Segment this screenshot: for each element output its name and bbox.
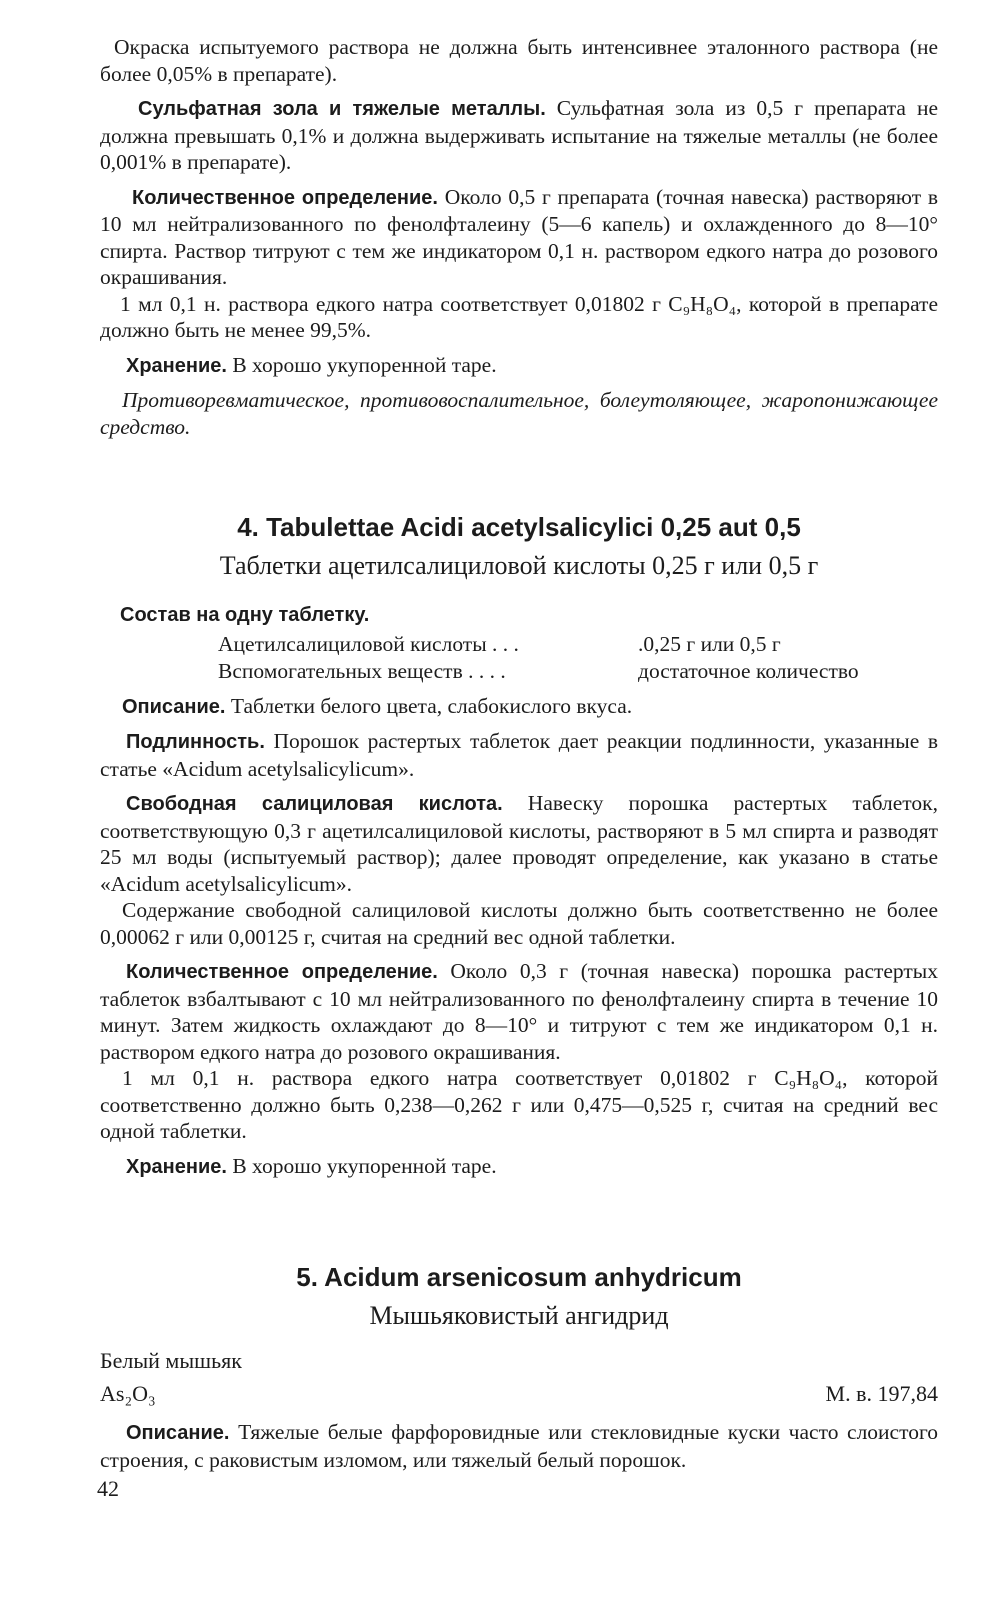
tablet-storage-text: В хорошо укупоренной таре. (232, 1153, 497, 1178)
molecular-weight: М. в. 197,84 (825, 1380, 938, 1406)
color-test-paragraph: Окраска испытуемого раствора не должна быть интенсивнее эталонного раствора (не более 0,05% в препарате). (100, 35, 938, 86)
assay-heading: Количественное определение. (132, 186, 438, 209)
sulfate-ash-text: Сульфатная зола из 0,5 г препарата не должна превышать 0,1% и должна выдерживать испытание на тяжелые металлы (не более 0,001% в препарате). (100, 96, 939, 174)
tablet-assay-equivalent-paragraph: 1 мл 0,1 н. раствора едкого натра соответствует 0,01802 г C₉H₈O₄, которой соответственно должно быть 0,238—0,262 г или 0,475—0,525 г, считая на средний вес одной таблетки. (100, 1066, 938, 1143)
assay-equivalent-paragraph: 1 мл 0,1 н. раствора едкого натра соответствует 0,01802 г C₉H₈O₄, которой в препарате должно быть не менее 99,5%. (100, 291, 938, 342)
section-5-title: 5. Acidum arsenicosum anhydricum (296, 1262, 742, 1292)
storage-text: В хорошо укупоренной таре. (232, 352, 497, 377)
composition-row (218, 658, 938, 685)
assay-paragraph (100, 184, 938, 291)
composition-name: Вспомогательных веществ . . . . (218, 658, 506, 683)
tablet-assay-text: Около 0,3 г (точная навеска) порошка растертых таблеток взбалтывают с 10 мл нейтрализованного по фенолфталеину спирта в течение 10 минут. Затем жидкость охлаждают до 8—10° и титруют с тем же индикатором 0,1 н. раствором едкого натра до розового окрашивания. (100, 959, 938, 1064)
sulfate-ash-paragraph (100, 95, 938, 176)
composition-label: Состав на одну таблетку. (120, 604, 370, 626)
composition-name: Ацетилсалициловой кислоты . . . (218, 631, 519, 656)
tablet-description-paragraph (100, 693, 938, 721)
storage-paragraph (100, 352, 938, 380)
pharmacological-use: Противоревматическое, противовоспалительное, болеутоляющее, жаропонижающее средство. (100, 388, 938, 439)
identity-text: Порошок растертых таблеток дает реакции подлинности, указанные в статье «Acidum acetylsalicylicum». (100, 729, 939, 781)
identity-heading: Подлинность. (126, 731, 265, 753)
chemical-formula: As₂O₃ (100, 1380, 156, 1406)
synonym: Белый мышьяк (100, 1348, 242, 1373)
free-acid-text: Навеску порошка растертых таблеток, соответствующую 0,3 г ацетилсалициловой кислоты, растворяют в 5 мл спирта и разводят 25 мл воды (испытуемый раствор); далее проводят определение, как указано в статье «Acidum acetylsalicylicum». (100, 791, 938, 896)
tablet-description-heading: Описание. (122, 695, 226, 718)
composition-value: .0,25 г или 0,5 г (638, 631, 781, 656)
composition-value: достаточное количество (638, 658, 859, 683)
tablet-assay-heading: Количественное определение. (126, 961, 438, 983)
assay-text: Около 0,5 г препарата (точная навеска) растворяют в 10 мл нейтрализованного по фенолфталеину (5—6 капель) и охлажденного до 8—10° спирта. Раствор титруют с тем же индикатором 0,1 н. раствором едкого натра до розового окрашивания. (100, 184, 939, 289)
arsenic-description-text: Тяжелые белые фарфоровидные или стекловидные куски часто слоистого строения, с раковистым изломом, или тяжелый белый порошок. (100, 1420, 938, 1472)
section-5-subtitle: Мышьяковистый ангидрид (369, 1301, 669, 1330)
tablet-storage-paragraph (100, 1153, 938, 1181)
tablet-description-text: Таблетки белого цвета, слабокислого вкуса. (230, 693, 633, 718)
storage-heading: Хранение. (126, 354, 227, 377)
composition-row (218, 631, 938, 658)
identity-paragraph (100, 728, 938, 782)
free-acid-paragraph (100, 790, 938, 897)
tablet-storage-heading: Хранение. (126, 1155, 227, 1178)
arsenic-description-paragraph (100, 1419, 938, 1473)
formula-row (100, 1381, 938, 1408)
tablet-assay-paragraph (100, 958, 938, 1065)
section-4-title: 4. Tabulettae Acidi acetylsalicylici 0,25 aut 0,5 (237, 512, 801, 542)
composition-block (100, 602, 938, 685)
page-number: 42 (97, 1476, 119, 1501)
section-4-subtitle: Таблетки ацетилсалициловой кислоты 0,25 г или 0,5 г (219, 551, 819, 580)
free-acid-content-paragraph: Содержание свободной салициловой кислоты должно быть соответственно не более 0,00062 г или 0,00125 г, считая на средний вес одной таблетки. (100, 898, 938, 949)
free-acid-heading: Свободная салициловая кислота. (126, 793, 503, 815)
document-page (100, 34, 938, 1481)
sulfate-ash-heading: Сульфатная зола и тяжелые металлы. (138, 98, 546, 120)
arsenic-description-heading: Описание. (126, 1422, 230, 1444)
